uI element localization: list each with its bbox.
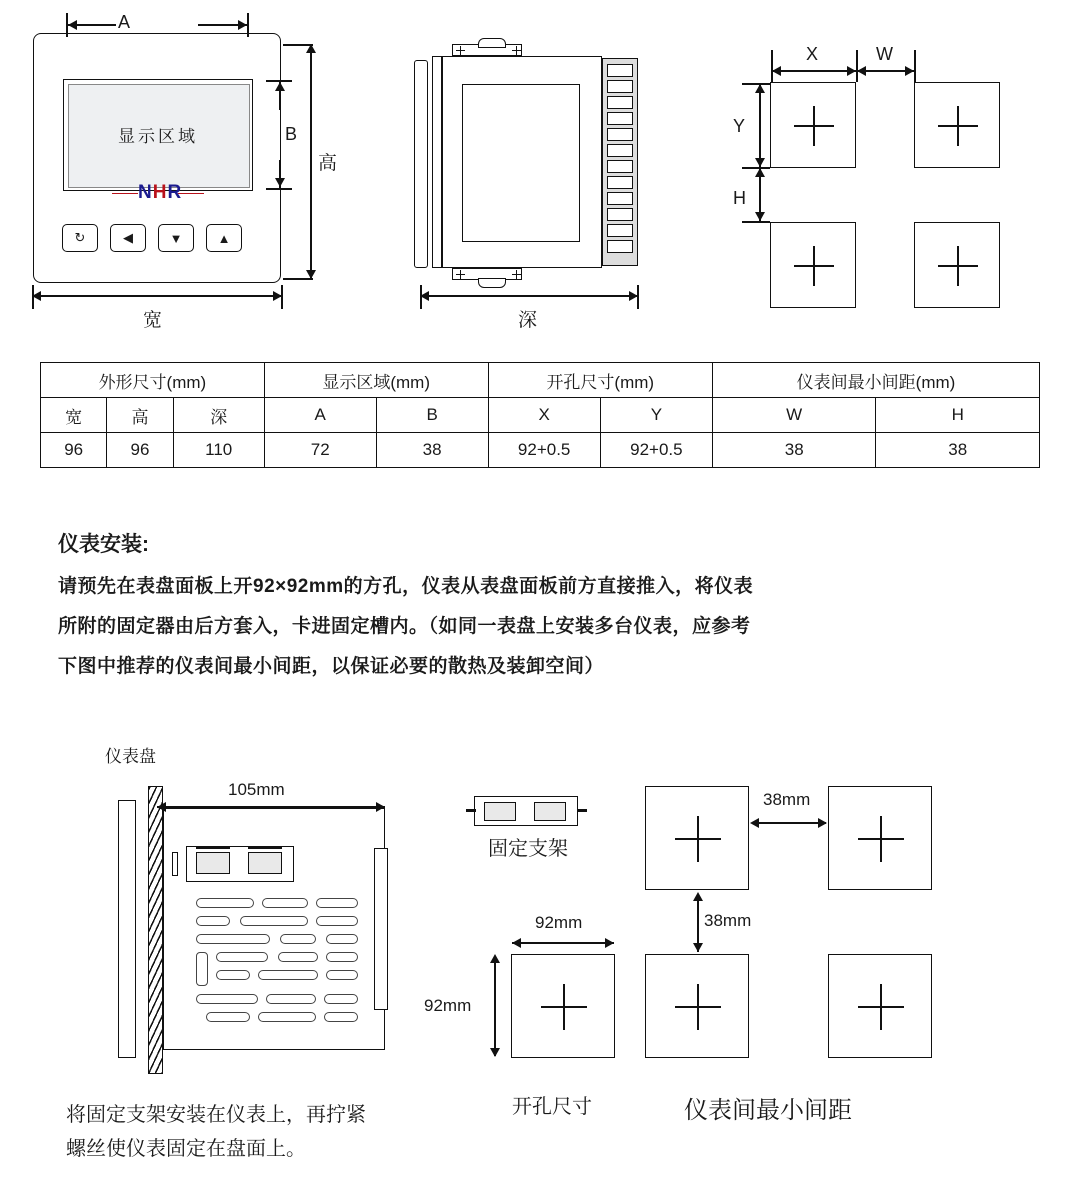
- dim-width-line: [32, 295, 282, 297]
- dim-y-arrow-down: [755, 158, 765, 167]
- dim-b-tick-bottom: [266, 188, 292, 190]
- terminal-4: [607, 112, 633, 125]
- top-clip-screw-2: [512, 46, 521, 55]
- pcb-trace: [316, 916, 358, 926]
- depth-105-arrow-right: [376, 802, 385, 812]
- top-clip-screw-1: [456, 46, 465, 55]
- reset-icon: ↻: [74, 230, 86, 245]
- mounting-panel-hatch: [148, 786, 163, 1074]
- table-value-cell: 38: [376, 433, 488, 468]
- bottom-clip-tab: [478, 278, 506, 288]
- table-header-cell: A: [264, 398, 376, 433]
- dim-h-arrow-down: [755, 212, 765, 221]
- panel-label: 仪表盘: [105, 747, 156, 766]
- hole-w-arrow-right: [605, 938, 614, 948]
- bracket-detail-tab-right: [577, 809, 587, 812]
- spacing-caption: 仪表间最小间距: [684, 1097, 852, 1124]
- hole-br-center-mark: [938, 246, 978, 286]
- table-group-row: [41, 363, 1040, 398]
- table-group-outer: 外形尺寸(mm): [41, 363, 265, 398]
- terminal-2: [607, 80, 633, 93]
- display-area-label: 显示区域: [118, 127, 198, 146]
- pcb-trace: [324, 1012, 358, 1022]
- pcb-trace: [280, 934, 316, 944]
- gap-h-line: [752, 822, 826, 824]
- dim-x-label: X: [806, 44, 819, 64]
- gap-h-arrow-right: [818, 818, 827, 828]
- pcb-trace: [196, 994, 258, 1004]
- pcb-trace: [240, 916, 308, 926]
- pcb-trace: [326, 934, 358, 944]
- bracket-screw-thread-2: [248, 846, 282, 849]
- spacing-hole-br: [828, 954, 932, 1058]
- pcb-trace: [258, 1012, 316, 1022]
- hole-br: [914, 222, 1000, 308]
- terminal-9: [607, 192, 633, 205]
- hole-w-arrow-left: [512, 938, 521, 948]
- pcb-trace: [278, 952, 318, 962]
- hole-tr-center-mark: [938, 106, 978, 146]
- left-caption-line-1: 将固定支架安装在仪表上，再拧紧: [66, 1104, 366, 1126]
- pcb-trace: [324, 994, 358, 1004]
- dim-b-arrow-up: [275, 82, 285, 91]
- table-value-cell: 38: [876, 433, 1040, 468]
- hole-size-center-mark: [541, 984, 587, 1030]
- pcb-trace: [216, 952, 268, 962]
- dim-a-arrow-right: [238, 20, 247, 30]
- terminal-11: [607, 224, 633, 237]
- hole-h-line: [494, 956, 496, 1056]
- install-paragraph: 所附的固定器由后方套入，卡进固定槽内。（如同一表盘上安装多台仪表，应参考: [58, 616, 751, 637]
- arrow-up-icon: ▲: [217, 230, 231, 246]
- terminal-5: [607, 128, 633, 141]
- arrow-down-icon: ▼: [169, 230, 183, 246]
- depth-105-arrow-left: [157, 802, 166, 812]
- install-paragraph: 下图中推荐的仪表间最小间距，以保证必要的散热及装卸空间）: [58, 656, 605, 677]
- dim-depth-line: [420, 295, 638, 297]
- dim-h-arrow-up: [755, 168, 765, 177]
- spacing-hole-tl-center-mark: [675, 816, 721, 862]
- bracket-detail-tab-left: [466, 809, 476, 812]
- table-row: [41, 433, 1040, 468]
- spacing-hole-bl: [645, 954, 749, 1058]
- dim-w-arrow-left: [857, 66, 866, 76]
- dim-depth-tick-left: [420, 285, 422, 309]
- depth-105-line: [157, 806, 385, 808]
- hole-h-arrow-up: [490, 954, 500, 963]
- brand-letter-r: R: [167, 182, 183, 203]
- dim-w-arrow-right: [905, 66, 914, 76]
- table-value-cell: 72: [264, 433, 376, 468]
- meter-frontplate: [118, 800, 136, 1058]
- dim-h-tick-bottom: [742, 221, 770, 223]
- pcb-trace: [196, 934, 270, 944]
- install-title: 仪表安装:: [58, 533, 149, 556]
- meter-side-notch: [172, 852, 178, 876]
- dim-a-label: A: [118, 12, 131, 32]
- gap-h-arrow-left: [750, 818, 759, 828]
- spacing-hole-tr-center-mark: [858, 816, 904, 862]
- bracket-screw-body-1: [196, 852, 230, 874]
- up-button[interactable]: [206, 224, 242, 252]
- dim-width-tick-left: [32, 285, 34, 309]
- table-value-cell: 96: [107, 433, 173, 468]
- hole-h-arrow-down: [490, 1048, 500, 1057]
- hole-bl-center-mark: [794, 246, 834, 286]
- dim-x-line: [772, 70, 856, 72]
- pcb-trace: [216, 970, 250, 980]
- gap-h-label: 38mm: [763, 790, 811, 809]
- hole-w-label: 92mm: [535, 913, 583, 932]
- spacing-hole-tr: [828, 786, 932, 890]
- table-group-spacing: 仪表间最小间距(mm): [712, 363, 1039, 398]
- hole-tr: [914, 82, 1000, 168]
- hole-h-label: 92mm: [424, 996, 472, 1015]
- table-header-cell: 高: [107, 398, 173, 433]
- table-header-cell: X: [488, 398, 600, 433]
- terminal-8: [607, 176, 633, 189]
- install-paragraph: 请预先在表盘面板上开92×92mm的方孔，仪表从表盘面板前方直接推入，将仪表: [58, 576, 754, 597]
- table-header-cell: W: [712, 398, 875, 433]
- arrow-left-icon: ◀: [123, 230, 133, 245]
- dim-y-arrow-up: [755, 84, 765, 93]
- depth-105-label: 105mm: [228, 780, 285, 799]
- dimension-table: [40, 362, 1040, 468]
- bracket-detail-screw-1: [484, 802, 516, 821]
- hole-w-line: [512, 942, 614, 944]
- table-header-cell: H: [876, 398, 1040, 433]
- terminal-10: [607, 208, 633, 221]
- spacing-hole-tl: [645, 786, 749, 890]
- table-header-cell: 宽: [41, 398, 107, 433]
- meter-rear-terminal: [374, 848, 388, 1010]
- bottom-clip-screw-2: [512, 270, 521, 279]
- bracket-label: 固定支架: [488, 838, 568, 860]
- pcb-trace: [316, 898, 358, 908]
- terminal-12: [607, 240, 633, 253]
- dim-height-line: [310, 44, 312, 279]
- table-header-row: [41, 398, 1040, 433]
- bracket-screw-thread-1: [196, 846, 230, 849]
- table-header-cell: B: [376, 398, 488, 433]
- brand-letter-h: H: [152, 182, 168, 203]
- table-value-cell: 92+0.5: [600, 433, 712, 468]
- table-header-cell: Y: [600, 398, 712, 433]
- dim-x-arrow-right: [847, 66, 856, 76]
- left-caption-line-2: 螺丝使仪表固定在盘面上。: [66, 1138, 306, 1160]
- brand-letter-n: N: [138, 182, 153, 203]
- reset-button[interactable]: [62, 224, 98, 252]
- dim-w-tick-right: [914, 50, 916, 82]
- dim-width-tick-right: [281, 285, 283, 309]
- dim-y-label: Y: [733, 116, 746, 136]
- dim-y-line: [759, 84, 761, 167]
- dim-width-label: 宽: [143, 310, 163, 331]
- dim-height-label: 高: [318, 153, 338, 174]
- dim-depth-tick-right: [637, 285, 639, 309]
- bracket-screw-body-2: [248, 852, 282, 874]
- table-group-display: 显示区域(mm): [264, 363, 488, 398]
- install-section: [58, 528, 1018, 690]
- hole-tl-center-mark: [794, 106, 834, 146]
- table-value-cell: 38: [712, 433, 875, 468]
- table-group-hole: 开孔尺寸(mm): [488, 363, 712, 398]
- pcb-trace: [258, 970, 318, 980]
- pcb-trace: [196, 952, 208, 986]
- terminal-3: [607, 96, 633, 109]
- terminal-6: [607, 144, 633, 157]
- pcb-trace: [266, 994, 316, 1004]
- side-bezel: [414, 60, 428, 268]
- pcb-trace: [262, 898, 308, 908]
- table-value-cell: 96: [41, 433, 107, 468]
- pcb-trace: [206, 1012, 250, 1022]
- dim-w-label: W: [876, 44, 893, 64]
- bottom-clip-screw-1: [456, 270, 465, 279]
- pcb-trace: [196, 916, 230, 926]
- dim-height-tick-bottom: [283, 278, 313, 280]
- dim-h-label: H: [733, 188, 746, 208]
- side-frontplate: [432, 56, 442, 268]
- dim-depth-label: 深: [518, 310, 538, 331]
- pcb-trace: [196, 898, 254, 908]
- side-inner-board: [462, 84, 580, 242]
- pcb-trace: [326, 952, 358, 962]
- table-value-cell: 92+0.5: [488, 433, 600, 468]
- dim-a-arrow-left: [68, 20, 77, 30]
- install-body: [58, 570, 1018, 684]
- terminal-1: [607, 64, 633, 77]
- gap-v-label: 38mm: [704, 911, 752, 930]
- pcb-trace: [326, 970, 358, 980]
- hole-caption: 开孔尺寸: [512, 1096, 592, 1118]
- brand-logo: [112, 182, 204, 204]
- gap-v-arrow-up: [693, 892, 703, 901]
- down-button[interactable]: [158, 224, 194, 252]
- left-button[interactable]: [110, 224, 146, 252]
- spacing-hole-br-center-mark: [858, 984, 904, 1030]
- table-value-cell: 110: [173, 433, 264, 468]
- dim-b-arrow-down: [275, 178, 285, 187]
- hole-size-square: [511, 954, 615, 1058]
- table-header-cell: 深: [173, 398, 264, 433]
- bracket-detail-screw-2: [534, 802, 566, 821]
- dim-b-label: B: [285, 124, 298, 144]
- hole-bl: [770, 222, 856, 308]
- top-clip-tab: [478, 38, 506, 48]
- dim-x-arrow-left: [772, 66, 781, 76]
- terminal-7: [607, 160, 633, 173]
- dim-height-tick-top: [283, 44, 313, 46]
- gap-v-arrow-down: [693, 943, 703, 952]
- hole-tl: [770, 82, 856, 168]
- spacing-hole-bl-center-mark: [675, 984, 721, 1030]
